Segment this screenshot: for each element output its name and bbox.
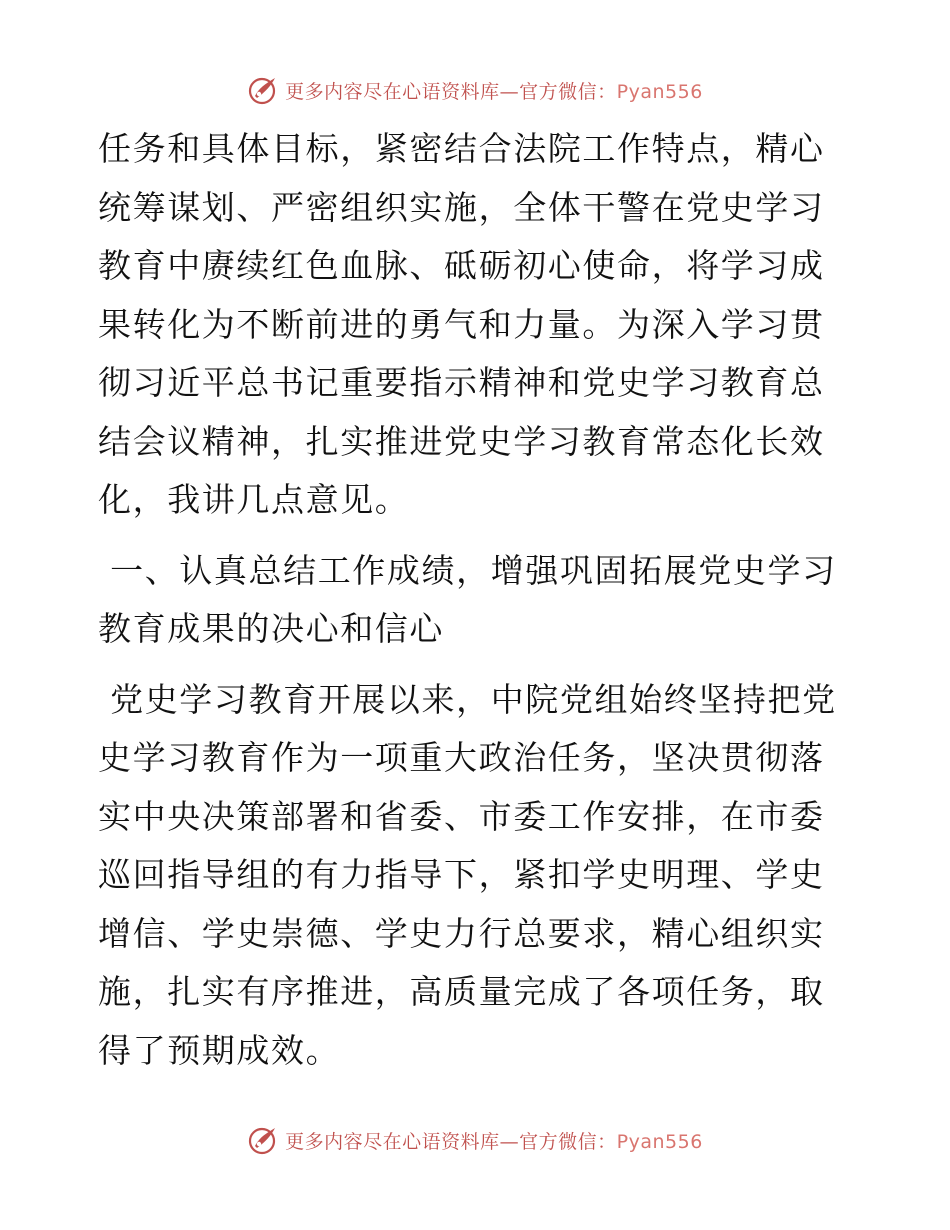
paragraph-section-1: 党史学习教育开展以来，中院党组始终坚持把党史学习教育作为一项重大政治任务，坚决贯彻落实中央决策部署和省委、市委工作安排，在市委巡回指导组的有力指导下，紧扣学史明理、学史增信、学史崇德、学史力行总要求，精心组织实施，扎实有序推进，高质量完成了各项任务，取得了预期成效。 (98, 679, 837, 1070)
footer-watermark-banner (0, 1120, 950, 1160)
quill-seal-icon (247, 74, 279, 106)
document-body (98, 120, 858, 1080)
header-wechat-id: Pyan556 (616, 80, 703, 103)
header-watermark-banner (0, 70, 950, 110)
header-banner-text: 更多内容尽在心语资料库—官方微信：Pyan556 (285, 80, 703, 103)
footer-wechat-id: Pyan556 (616, 1130, 703, 1153)
section-heading-1: 一、认真总结工作成绩，增强巩固拓展党史学习教育成果的决心和信心 (98, 550, 837, 648)
paragraph-intro: 任务和具体目标，紧密结合法院工作特点，精心统筹谋划、严密组织实施，全体干警在党史学习教育中赓续红色血脉、砥砺初心使命，将学习成果转化为不断前进的勇气和力量。为深入学习贯彻习近平总书记重要指示精神和党史学习教育总结会议精神，扎实推进党史学习教育常态化长效化，我讲几点意见。 (98, 129, 825, 519)
footer-banner-text: 更多内容尽在心语资料库—官方微信：Pyan556 (285, 1130, 703, 1153)
quill-seal-icon (247, 1124, 279, 1156)
